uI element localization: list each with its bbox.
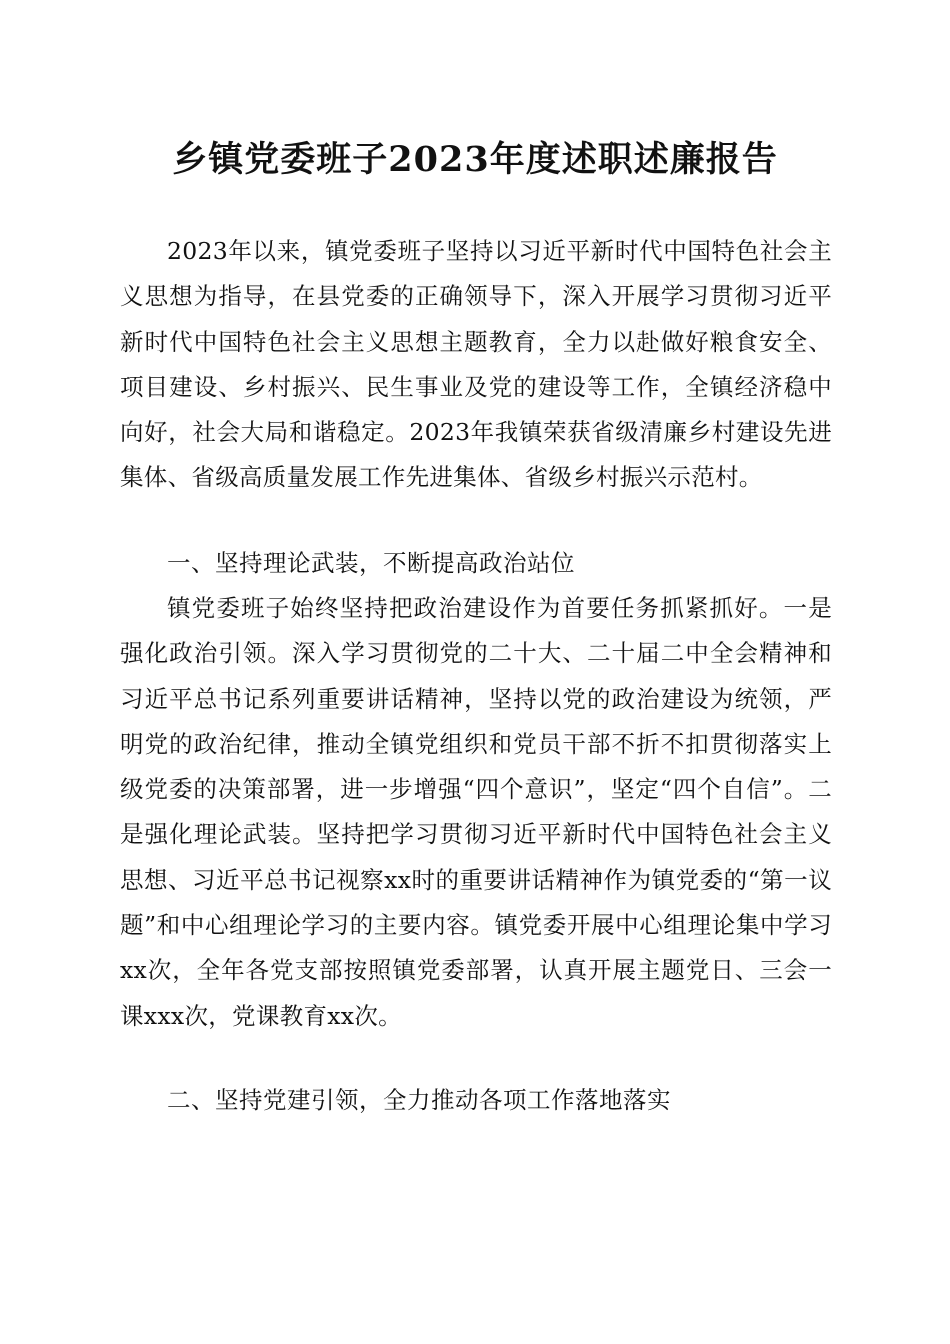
section-paragraph-1: 镇党委班子始终坚持把政治建设作为首要任务抓紧抓好。一是强化政治引领。深入学习贯彻党的二十大、二十届二中全会精神和习近平总书记系列重要讲话精神，坚持以党的政治建设为统领，严明党的政治纪律，推动全镇党组织和党员干部不折不扣贯彻落实上级党委的决策部署，进一步增强“四个意识”，坚定“四个自信”。二是强化理论武装。坚持把学习贯彻习近平新时代中国特色社会主义思想、习近平总书记视察xx时的重要讲话精神作为镇党委的“第一议题”和中心组理论学习的主要内容。镇党委开展中心组理论集中学习xx次，全年各党支部按照镇党委部署，认真开展主题党日、三会一课xxx次，党课教育xx次。 bbox=[120, 594, 832, 1030]
intro-paragraph: 2023年以来，镇党委班子坚持以习近平新时代中国特色社会主义思想为指导，在县党委的正确领导下，深入开展学习贯彻习近平新时代中国特色社会主义思想主题教育，全力以赴做好粮食安全、项目建设、乡村振兴、民生事业及党的建设等工作，全镇经济稳中向好，社会大局和谐稳定。2023年我镇荣获省级清廉乡村建设先进集体、省级高质量发展工作先进集体、省级乡村振兴示范村。 bbox=[120, 237, 832, 492]
section-heading-2: 二、坚持党建引领，全力推动各项工作落地落实 bbox=[167, 1086, 671, 1114]
document-title: 乡镇党委班子2023年度述职述廉报告 bbox=[172, 139, 778, 180]
section-heading-1: 一、坚持理论武装，不断提高政治站位 bbox=[167, 549, 575, 577]
